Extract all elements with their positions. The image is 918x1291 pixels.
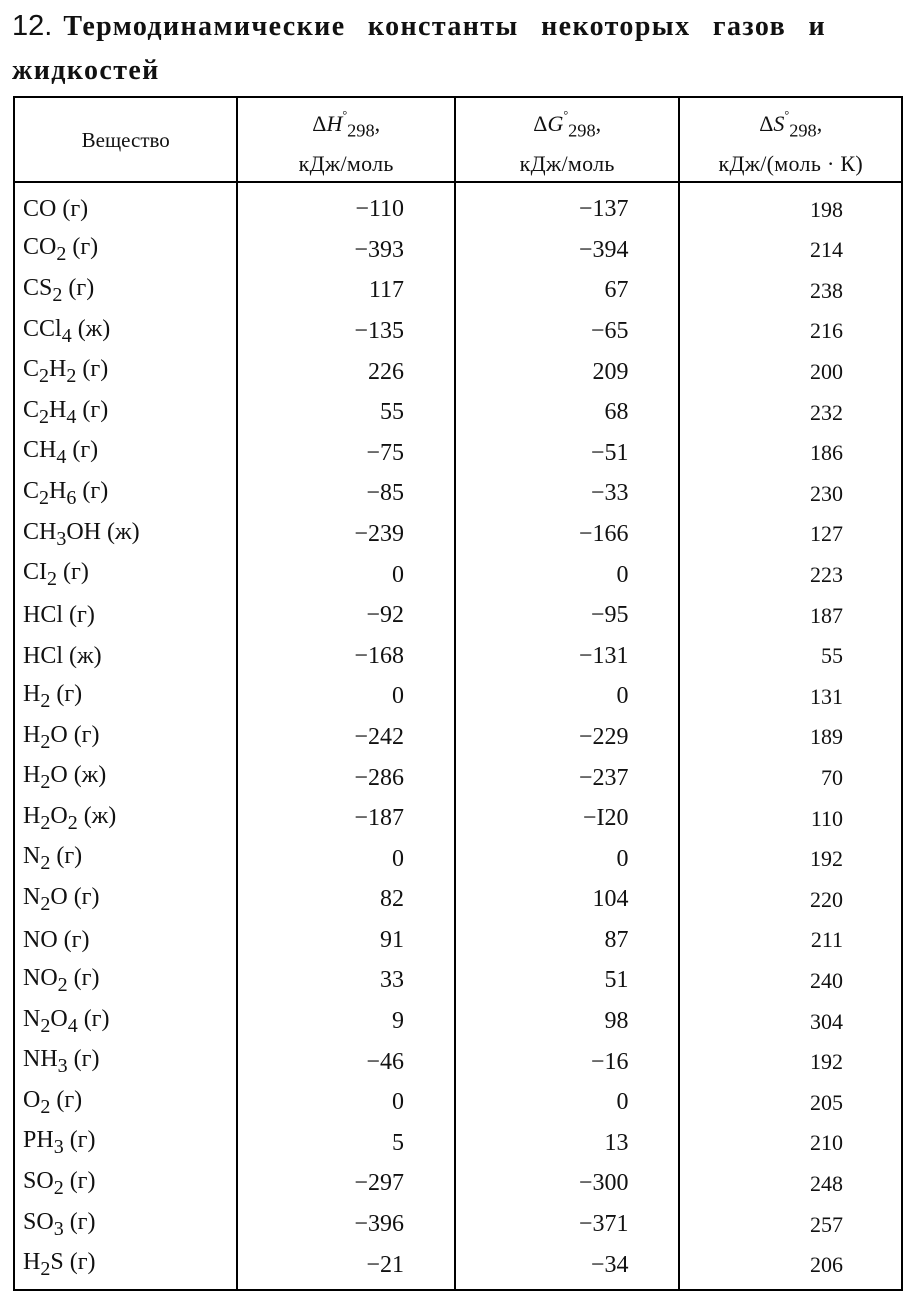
- formula-element: PH: [23, 1127, 54, 1154]
- phase-state: (г): [56, 1086, 83, 1113]
- phase-state: (г): [62, 196, 89, 223]
- gibbs-cell: 0: [455, 839, 679, 880]
- substance-cell: [14, 961, 237, 1002]
- gibbs-cell: −166: [455, 514, 679, 555]
- phase-state: (г): [69, 1208, 96, 1235]
- phase-state: (г): [73, 965, 100, 992]
- formula-element: N: [23, 1005, 41, 1032]
- formula-element: H: [49, 477, 67, 504]
- formula-element: O: [50, 883, 68, 910]
- substance-cell: [14, 798, 237, 839]
- substance-cell: [14, 352, 237, 393]
- entropy-cell: 200: [679, 352, 902, 393]
- enthalpy-cell: −110: [237, 182, 455, 230]
- enthalpy-cell: 9: [237, 1001, 455, 1042]
- formula-subscript: 2: [39, 486, 50, 509]
- formula-element: H: [23, 680, 41, 707]
- enthalpy-cell: 0: [237, 677, 455, 718]
- formula-element: SO: [23, 1168, 54, 1195]
- formula-subscript: 4: [61, 324, 72, 347]
- substance-cell: [14, 920, 237, 961]
- gibbs-cell: 0: [455, 1082, 679, 1123]
- substance-cell: [14, 182, 237, 230]
- formula-element: N: [23, 843, 41, 870]
- formula-subscript: 2: [40, 1258, 51, 1281]
- entropy-cell: 248: [679, 1164, 902, 1205]
- phase-state: (ж): [107, 518, 140, 545]
- phase-state: (г): [69, 1127, 96, 1154]
- formula-element: HCl: [23, 602, 64, 629]
- enthalpy-cell: −239: [237, 514, 455, 555]
- entropy-cell: 223: [679, 555, 902, 596]
- table-row: [14, 1001, 902, 1042]
- enthalpy-cell: −286: [237, 758, 455, 799]
- formula-subscript: 3: [56, 527, 67, 550]
- phase-state: (г): [68, 274, 95, 301]
- header-enthalpy-unit: кДж/моль: [298, 151, 394, 177]
- substance-cell: [14, 230, 237, 271]
- table-row: [14, 392, 902, 433]
- formula-element: C: [23, 356, 40, 383]
- entropy-cell: 214: [679, 230, 902, 271]
- substance-cell: [14, 514, 237, 555]
- phase-state: (г): [73, 1046, 100, 1073]
- table-row: [14, 677, 902, 718]
- formula-subscript: 2: [39, 364, 50, 387]
- formula-subscript: 2: [40, 811, 51, 834]
- enthalpy-cell: −75: [237, 433, 455, 474]
- enthalpy-cell: 226: [237, 352, 455, 393]
- gibbs-cell: 98: [455, 1001, 679, 1042]
- phase-state: (ж): [83, 802, 117, 829]
- entropy-cell: 210: [679, 1123, 902, 1164]
- table-row: [14, 182, 902, 230]
- phase-state: (г): [82, 477, 109, 504]
- gibbs-cell: −137: [455, 182, 679, 230]
- enthalpy-cell: 33: [237, 961, 455, 1002]
- gibbs-cell: −131: [455, 636, 679, 677]
- table-row: [14, 1245, 902, 1291]
- table-title: [12, 4, 908, 93]
- entropy-cell: 216: [679, 311, 902, 352]
- formula-element: NO: [23, 965, 58, 992]
- formula-element: NO: [23, 926, 58, 953]
- gibbs-cell: −229: [455, 717, 679, 758]
- formula-element: CCl: [23, 315, 62, 342]
- table-row: [14, 920, 902, 961]
- gibbs-cell: 87: [455, 920, 679, 961]
- substance-cell: [14, 1245, 237, 1291]
- gibbs-cell: −33: [455, 474, 679, 515]
- formula-element: H: [49, 396, 67, 423]
- formula-subscript: 4: [66, 405, 77, 428]
- substance-cell: [14, 717, 237, 758]
- header-entropy-unit: кДж/(моль · К): [718, 151, 863, 177]
- table-row: [14, 1082, 902, 1123]
- entropy-cell: 187: [679, 595, 902, 636]
- enthalpy-cell: −242: [237, 717, 455, 758]
- substance-cell: [14, 1082, 237, 1123]
- enthalpy-cell: 82: [237, 879, 455, 920]
- phase-state: (г): [73, 721, 100, 748]
- formula-element: CS: [23, 274, 53, 301]
- formula-subscript: 2: [40, 1014, 51, 1037]
- entropy-cell: 192: [679, 839, 902, 880]
- formula-element: H: [23, 721, 41, 748]
- substance-cell: [14, 392, 237, 433]
- entropy-cell: 211: [679, 920, 902, 961]
- formula-subscript: 3: [53, 1136, 64, 1159]
- table-row: [14, 230, 902, 271]
- thermo-table: [13, 96, 903, 1291]
- formula-element: CO: [23, 196, 57, 223]
- gibbs-cell: −237: [455, 758, 679, 799]
- enthalpy-cell: 55: [237, 392, 455, 433]
- formula-subscript: 4: [56, 446, 67, 469]
- table-row: [14, 514, 902, 555]
- entropy-cell: 186: [679, 433, 902, 474]
- table-row: [14, 1164, 902, 1205]
- formula-subscript: 2: [40, 1095, 51, 1118]
- formula-element: CH: [23, 518, 57, 545]
- gibbs-cell: 104: [455, 879, 679, 920]
- phase-state: (г): [56, 843, 83, 870]
- gibbs-cell: −371: [455, 1204, 679, 1245]
- formula-subscript: 2: [53, 1176, 64, 1199]
- enthalpy-cell: −135: [237, 311, 455, 352]
- phase-state: (г): [69, 602, 95, 629]
- substance-cell: [14, 636, 237, 677]
- table-row: [14, 352, 902, 393]
- formula-element: O: [50, 802, 68, 829]
- enthalpy-cell: 0: [237, 839, 455, 880]
- phase-state: (г): [72, 234, 99, 261]
- formula-subscript: 2: [66, 364, 77, 387]
- gibbs-cell: 0: [455, 555, 679, 596]
- entropy-cell: 206: [679, 1245, 902, 1291]
- formula-element: H: [23, 762, 41, 789]
- phase-state: (г): [56, 680, 83, 707]
- formula-element: CI: [23, 559, 47, 586]
- gibbs-cell: −394: [455, 230, 679, 271]
- header-enthalpy-symbol: H: [326, 111, 343, 136]
- gibbs-cell: −300: [455, 1164, 679, 1205]
- header-enthalpy: [237, 97, 455, 182]
- table-body: [14, 182, 902, 1290]
- phase-state: (ж): [77, 315, 111, 342]
- phase-state: (г): [82, 356, 109, 383]
- substance-cell: [14, 1123, 237, 1164]
- header-entropy-delta: Δ: [759, 111, 774, 136]
- formula-element: SO: [23, 1208, 54, 1235]
- gibbs-cell: 0: [455, 677, 679, 718]
- enthalpy-cell: 0: [237, 1082, 455, 1123]
- table-row: [14, 474, 902, 515]
- entropy-cell: 198: [679, 182, 902, 230]
- formula-element: OH: [66, 518, 102, 545]
- table-row: [14, 758, 902, 799]
- header-enthalpy-degree: °: [342, 108, 348, 122]
- substance-cell: [14, 311, 237, 352]
- phase-state: (г): [69, 1249, 96, 1276]
- entropy-cell: 189: [679, 717, 902, 758]
- formula-element: H: [49, 356, 67, 383]
- substance-cell: [14, 839, 237, 880]
- header-entropy-sub: 298: [789, 120, 817, 141]
- entropy-cell: 230: [679, 474, 902, 515]
- gibbs-cell: 13: [455, 1123, 679, 1164]
- header-gibbs-comma: ,: [595, 111, 602, 136]
- formula-element: C: [23, 477, 40, 504]
- header-gibbs-degree: °: [563, 108, 569, 122]
- gibbs-cell: −51: [455, 433, 679, 474]
- entropy-cell: 192: [679, 1042, 902, 1083]
- enthalpy-cell: −92: [237, 595, 455, 636]
- substance-cell: [14, 879, 237, 920]
- header-entropy-degree: °: [784, 108, 790, 122]
- formula-subscript: 2: [40, 892, 51, 915]
- formula-element: NH: [23, 1046, 58, 1073]
- header-entropy-symbol: S: [773, 111, 785, 136]
- enthalpy-cell: −46: [237, 1042, 455, 1083]
- table-row: [14, 595, 902, 636]
- substance-cell: [14, 433, 237, 474]
- phase-state: (ж): [73, 762, 107, 789]
- table-row: [14, 433, 902, 474]
- header-substance-label: Вещество: [81, 127, 170, 152]
- enthalpy-cell: −85: [237, 474, 455, 515]
- formula-subscript: 4: [67, 1014, 78, 1037]
- phase-state: (г): [72, 437, 99, 464]
- table-row: [14, 271, 902, 312]
- table-title-text: Термодинамические константы некоторых газов и жидкостей: [12, 11, 827, 86]
- formula-element: CH: [23, 437, 57, 464]
- header-entropy-comma: ,: [816, 111, 823, 136]
- entropy-cell: 232: [679, 392, 902, 433]
- gibbs-cell: −34: [455, 1245, 679, 1291]
- entropy-cell: 110: [679, 798, 902, 839]
- entropy-cell: 220: [679, 879, 902, 920]
- header-gibbs-delta: Δ: [533, 111, 548, 136]
- phase-state: (г): [69, 1168, 96, 1195]
- phase-state: (г): [83, 1005, 110, 1032]
- formula-element: N: [23, 883, 41, 910]
- formula-element: O: [50, 1005, 68, 1032]
- formula-element: C: [23, 396, 40, 423]
- entropy-cell: 127: [679, 514, 902, 555]
- table-row: [14, 839, 902, 880]
- formula-subscript: 2: [56, 243, 67, 266]
- formula-element: O: [50, 721, 68, 748]
- enthalpy-cell: −187: [237, 798, 455, 839]
- formula-subscript: 2: [40, 730, 51, 753]
- header-substance: [14, 97, 237, 182]
- phase-state: (ж): [69, 642, 102, 669]
- enthalpy-cell: −168: [237, 636, 455, 677]
- enthalpy-cell: −297: [237, 1164, 455, 1205]
- substance-cell: [14, 1204, 237, 1245]
- formula-element: O: [23, 1086, 41, 1113]
- phase-state: (г): [63, 926, 90, 953]
- formula-subscript: 2: [40, 770, 51, 793]
- table-row: [14, 555, 902, 596]
- phase-state: (г): [73, 883, 100, 910]
- header-enthalpy-sub: 298: [347, 120, 375, 141]
- gibbs-cell: 51: [455, 961, 679, 1002]
- formula-element: H: [23, 1249, 41, 1276]
- header-enthalpy-delta: Δ: [312, 111, 327, 136]
- enthalpy-cell: 117: [237, 271, 455, 312]
- entropy-cell: 238: [679, 271, 902, 312]
- entropy-cell: 55: [679, 636, 902, 677]
- entropy-cell: 131: [679, 677, 902, 718]
- formula-subscript: 3: [53, 1217, 64, 1240]
- table-row: [14, 879, 902, 920]
- table-row: [14, 1123, 902, 1164]
- formula-element: S: [50, 1249, 64, 1276]
- gibbs-cell: 68: [455, 392, 679, 433]
- table-header-row: [14, 97, 902, 182]
- enthalpy-cell: 0: [237, 555, 455, 596]
- formula-subscript: 2: [40, 852, 51, 875]
- formula-subscript: 2: [39, 405, 50, 428]
- formula-subscript: 2: [52, 283, 63, 306]
- substance-cell: [14, 1042, 237, 1083]
- formula-element: CO: [23, 234, 57, 261]
- formula-element: O: [50, 762, 68, 789]
- phase-state: (г): [63, 559, 89, 586]
- entropy-cell: 70: [679, 758, 902, 799]
- substance-cell: [14, 677, 237, 718]
- header-entropy: [679, 97, 902, 182]
- entropy-cell: 257: [679, 1204, 902, 1245]
- header-gibbs-sub: 298: [568, 120, 596, 141]
- enthalpy-cell: −393: [237, 230, 455, 271]
- entropy-cell: 240: [679, 961, 902, 1002]
- enthalpy-cell: 5: [237, 1123, 455, 1164]
- enthalpy-cell: −396: [237, 1204, 455, 1245]
- table-row: [14, 636, 902, 677]
- formula-subscript: 2: [47, 567, 57, 590]
- formula-subscript: 3: [57, 1055, 68, 1078]
- header-enthalpy-comma: ,: [374, 111, 381, 136]
- entropy-cell: 304: [679, 1001, 902, 1042]
- substance-cell: [14, 758, 237, 799]
- table-row: [14, 311, 902, 352]
- phase-state: (г): [82, 396, 109, 423]
- gibbs-cell: −95: [455, 595, 679, 636]
- gibbs-cell: −65: [455, 311, 679, 352]
- table-row: [14, 961, 902, 1002]
- table-number: 12.: [12, 10, 53, 42]
- gibbs-cell: 67: [455, 271, 679, 312]
- header-gibbs-unit: кДж/моль: [519, 151, 615, 177]
- substance-cell: [14, 271, 237, 312]
- formula-subscript: 6: [66, 486, 77, 509]
- enthalpy-cell: 91: [237, 920, 455, 961]
- formula-subscript: 2: [57, 973, 68, 996]
- header-gibbs: [455, 97, 679, 182]
- gibbs-cell: 209: [455, 352, 679, 393]
- enthalpy-cell: −21: [237, 1245, 455, 1291]
- substance-cell: [14, 555, 237, 596]
- formula-subscript: 2: [67, 811, 78, 834]
- entropy-cell: 205: [679, 1082, 902, 1123]
- formula-element: H: [23, 802, 41, 829]
- header-gibbs-symbol: G: [547, 111, 564, 136]
- gibbs-cell: −I20: [455, 798, 679, 839]
- formula-subscript: 2: [40, 689, 51, 712]
- substance-cell: [14, 474, 237, 515]
- substance-cell: [14, 1001, 237, 1042]
- substance-cell: [14, 1164, 237, 1205]
- table-row: [14, 1204, 902, 1245]
- table-row: [14, 717, 902, 758]
- table-row: [14, 1042, 902, 1083]
- gibbs-cell: −16: [455, 1042, 679, 1083]
- table-row: [14, 798, 902, 839]
- formula-element: HCl: [23, 642, 64, 669]
- substance-cell: [14, 595, 237, 636]
